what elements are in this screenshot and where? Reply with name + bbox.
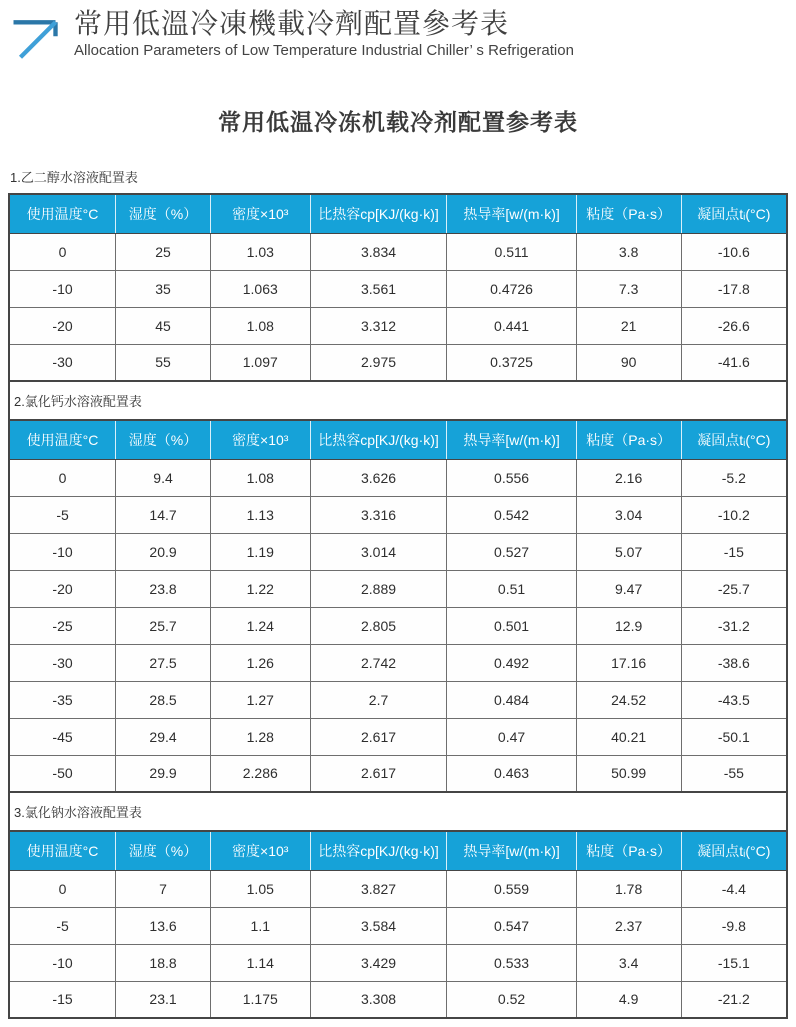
cell: 1.03 <box>210 233 310 270</box>
cell: 14.7 <box>116 496 211 533</box>
table-row <box>9 681 787 718</box>
cell: 1.78 <box>576 870 681 907</box>
table-row <box>9 459 787 496</box>
cell: -30 <box>9 644 116 681</box>
table-row <box>9 944 787 981</box>
cell: -30 <box>9 344 116 381</box>
column-header-6: 凝固点tᵢ(°C) <box>681 194 787 233</box>
column-header-0: 使用温度°C <box>9 831 116 870</box>
cell: -10 <box>9 270 116 307</box>
cell: -15.1 <box>681 944 787 981</box>
table-row <box>9 718 787 755</box>
column-header-2: 密度×10³ <box>210 420 310 459</box>
cell: 1.13 <box>210 496 310 533</box>
cell: 3.4 <box>576 944 681 981</box>
cell: 1.08 <box>210 459 310 496</box>
cell: 18.8 <box>116 944 211 981</box>
cell: 2.617 <box>310 755 447 792</box>
column-header-1: 湿度（%） <box>116 420 211 459</box>
ethylene-glycol-table <box>8 193 788 382</box>
cell: -5.2 <box>681 459 787 496</box>
cell: 3.308 <box>310 981 447 1018</box>
cell: -10.6 <box>681 233 787 270</box>
cell: 1.097 <box>210 344 310 381</box>
cell: 0.547 <box>447 907 576 944</box>
cell: 0.501 <box>447 607 576 644</box>
cell: 7.3 <box>576 270 681 307</box>
cell: -41.6 <box>681 344 787 381</box>
cell: 4.9 <box>576 981 681 1018</box>
table-row <box>9 907 787 944</box>
cell: -31.2 <box>681 607 787 644</box>
cell: 0.441 <box>447 307 576 344</box>
cell: 1.19 <box>210 533 310 570</box>
cell: 3.584 <box>310 907 447 944</box>
cell: 13.6 <box>116 907 211 944</box>
cell: 9.47 <box>576 570 681 607</box>
column-header-4: 热导率[w/(m·k)] <box>447 194 576 233</box>
column-header-3: 比热容cp[KJ/(kg·k)] <box>310 194 447 233</box>
cell: 0.533 <box>447 944 576 981</box>
sodium-chloride-table <box>8 830 788 1019</box>
cell: 2.805 <box>310 607 447 644</box>
cell: 2.889 <box>310 570 447 607</box>
cell: 23.1 <box>116 981 211 1018</box>
cell: 2.742 <box>310 644 447 681</box>
cell: 3.834 <box>310 233 447 270</box>
header-row <box>9 420 787 459</box>
header-row <box>9 194 787 233</box>
cell: 3.312 <box>310 307 447 344</box>
cell: 1.08 <box>210 307 310 344</box>
calcium-chloride-table <box>8 419 788 793</box>
cell: -35 <box>9 681 116 718</box>
cell: 0 <box>9 870 116 907</box>
cell: 0.463 <box>447 755 576 792</box>
cell: 27.5 <box>116 644 211 681</box>
cell: 40.21 <box>576 718 681 755</box>
column-header-0: 使用温度°C <box>9 194 116 233</box>
cell: 29.4 <box>116 718 211 755</box>
cell: 2.37 <box>576 907 681 944</box>
table-row <box>9 870 787 907</box>
cell: -26.6 <box>681 307 787 344</box>
cell: -38.6 <box>681 644 787 681</box>
cell: 24.52 <box>576 681 681 718</box>
table-row <box>9 233 787 270</box>
cell: 20.9 <box>116 533 211 570</box>
cell: 1.175 <box>210 981 310 1018</box>
cell: 12.9 <box>576 607 681 644</box>
cell: -17.8 <box>681 270 787 307</box>
column-header-4: 热导率[w/(m·k)] <box>447 831 576 870</box>
table-row <box>9 533 787 570</box>
cell: 3.561 <box>310 270 447 307</box>
column-header-6: 凝固点tᵢ(°C) <box>681 420 787 459</box>
table-row <box>9 270 787 307</box>
column-header-2: 密度×10³ <box>210 831 310 870</box>
cell: 1.1 <box>210 907 310 944</box>
arrow-up-right-icon <box>10 12 66 64</box>
cell: -20 <box>9 307 116 344</box>
cell: -43.5 <box>681 681 787 718</box>
cell: 1.28 <box>210 718 310 755</box>
cell: 0.556 <box>447 459 576 496</box>
cell: -10 <box>9 533 116 570</box>
column-header-6: 凝固点tᵢ(°C) <box>681 831 787 870</box>
cell: 0.4726 <box>447 270 576 307</box>
cell: 1.26 <box>210 644 310 681</box>
table-row <box>9 755 787 792</box>
cell: 0.484 <box>447 681 576 718</box>
page-title: 常用低温冷冻机载冷剂配置参考表 <box>218 109 578 135</box>
section-label-calcium-chloride: 2.氯化钙水溶液配置表 <box>8 382 788 419</box>
column-header-1: 湿度（%） <box>116 831 211 870</box>
header-row <box>9 831 787 870</box>
table-row <box>9 607 787 644</box>
cell: 3.626 <box>310 459 447 496</box>
cell: 3.8 <box>576 233 681 270</box>
cell: 0.47 <box>447 718 576 755</box>
cell: 3.429 <box>310 944 447 981</box>
column-header-0: 使用温度°C <box>9 420 116 459</box>
column-header-2: 密度×10³ <box>210 194 310 233</box>
cell: 3.04 <box>576 496 681 533</box>
column-header-1: 湿度（%） <box>116 194 211 233</box>
tables-block <box>8 193 788 1019</box>
cell: 0.492 <box>447 644 576 681</box>
cell: 2.617 <box>310 718 447 755</box>
cell: 1.24 <box>210 607 310 644</box>
tables-area <box>0 167 796 1019</box>
cell: 0.3725 <box>447 344 576 381</box>
cell: 45 <box>116 307 211 344</box>
cell: 2.7 <box>310 681 447 718</box>
cell: 0.559 <box>447 870 576 907</box>
cell: 0 <box>9 233 116 270</box>
cell: -50 <box>9 755 116 792</box>
cell: 2.286 <box>210 755 310 792</box>
section-label-sodium-chloride: 3.氯化钠水溶液配置表 <box>8 793 788 830</box>
column-header-4: 热导率[w/(m·k)] <box>447 420 576 459</box>
brand-title: 常用低溫冷凍機載冷劑配置參考表 <box>74 8 510 39</box>
cell: -10 <box>9 944 116 981</box>
cell: -4.4 <box>681 870 787 907</box>
cell: 1.22 <box>210 570 310 607</box>
cell: -9.8 <box>681 907 787 944</box>
cell: 23.8 <box>116 570 211 607</box>
cell: 5.07 <box>576 533 681 570</box>
cell: 55 <box>116 344 211 381</box>
table-row <box>9 981 787 1018</box>
cell: 7 <box>116 870 211 907</box>
cell: 17.16 <box>576 644 681 681</box>
cell: 1.27 <box>210 681 310 718</box>
cell: 1.063 <box>210 270 310 307</box>
brand-text <box>74 8 574 59</box>
cell: 0.527 <box>447 533 576 570</box>
cell: -21.2 <box>681 981 787 1018</box>
table-row <box>9 570 787 607</box>
column-header-5: 粘度（Pa·s） <box>576 194 681 233</box>
cell: 2.975 <box>310 344 447 381</box>
cell: -10.2 <box>681 496 787 533</box>
cell: -25.7 <box>681 570 787 607</box>
cell: 29.9 <box>116 755 211 792</box>
cell: 21 <box>576 307 681 344</box>
cell: -5 <box>9 496 116 533</box>
cell: 28.5 <box>116 681 211 718</box>
table-row <box>9 307 787 344</box>
cell: -25 <box>9 607 116 644</box>
cell: -55 <box>681 755 787 792</box>
cell: -45 <box>9 718 116 755</box>
cell: 3.827 <box>310 870 447 907</box>
cell: -5 <box>9 907 116 944</box>
cell: -20 <box>9 570 116 607</box>
cell: 3.316 <box>310 496 447 533</box>
cell: 1.05 <box>210 870 310 907</box>
cell: 25.7 <box>116 607 211 644</box>
column-header-3: 比热容cp[KJ/(kg·k)] <box>310 420 447 459</box>
table-row <box>9 344 787 381</box>
cell: 0 <box>9 459 116 496</box>
cell: -15 <box>9 981 116 1018</box>
cell: 0.51 <box>447 570 576 607</box>
cell: 0.52 <box>447 981 576 1018</box>
cell: 25 <box>116 233 211 270</box>
cell: 90 <box>576 344 681 381</box>
cell: 50.99 <box>576 755 681 792</box>
brand-header <box>0 0 796 64</box>
column-header-5: 粘度（Pa·s） <box>576 420 681 459</box>
cell: -50.1 <box>681 718 787 755</box>
table-row <box>9 496 787 533</box>
cell: 35 <box>116 270 211 307</box>
cell: 9.4 <box>116 459 211 496</box>
section-label-ethylene-glycol: 1.乙二醇水溶液配置表 <box>10 170 138 185</box>
cell: 0.511 <box>447 233 576 270</box>
cell: -15 <box>681 533 787 570</box>
cell: 0.542 <box>447 496 576 533</box>
column-header-5: 粘度（Pa·s） <box>576 831 681 870</box>
cell: 3.014 <box>310 533 447 570</box>
brand-subtitle: Allocation Parameters of Low Temperature Industrial Chiller’ s Refrigeration <box>74 42 574 60</box>
cell: 1.14 <box>210 944 310 981</box>
cell: 2.16 <box>576 459 681 496</box>
column-header-3: 比热容cp[KJ/(kg·k)] <box>310 831 447 870</box>
table-row <box>9 644 787 681</box>
